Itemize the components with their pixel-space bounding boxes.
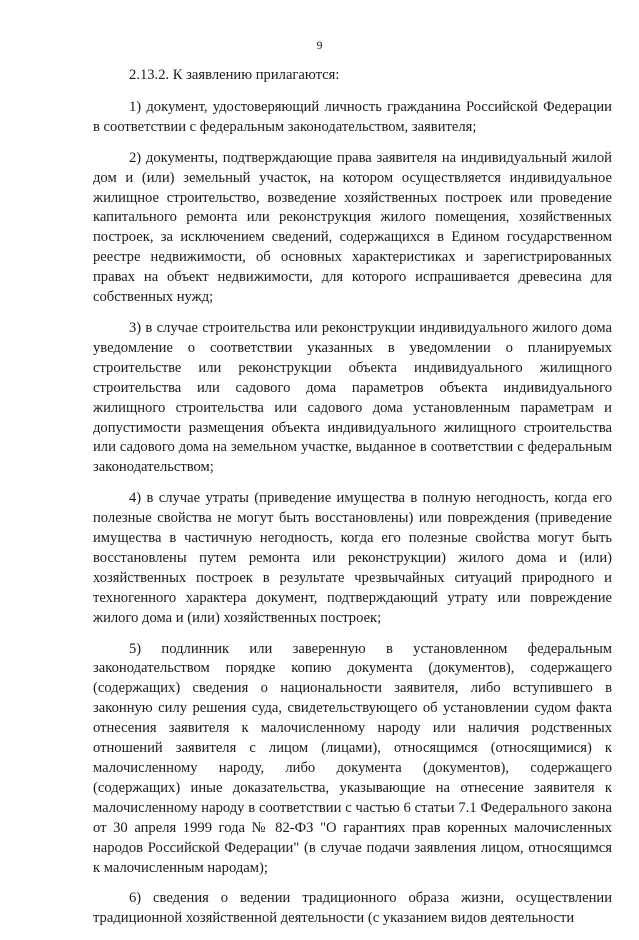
list-item-5: 5) подлинник или заверенную в установленном федеральным законодательством порядке копию документа (документов), содержащего (содержащих) сведения о национальности заявителя, либо вступившего в законную силу решения суда, свидетельствующего об установлении судом факта отнесения заявителя к малочисленному народу или наличия родственных отношений заявителя с лицом (лицами), относящимся (относящимися) к малочисленному народу, либо документа (документов), содержащего (содержащих) иные доказательства, указывающие на отнесение заявителя к малочисленному народу в соответствии с частью 6 статьи 7.1 Федерального закона от 30 апреля 1999 года № 82-ФЗ "О гарантиях прав коренных малочисленных народов Российской Федерации" (в случае подачи заявления лицом, относящимся к малочисленным народам); bbox=[93, 640, 612, 876]
list-item-2: 2) документы, подтверждающие права заявителя на индивидуальный жилой дом и (или) земельный участок, на котором осуществляется индивидуальное жилищное строительство, возведение хозяйственных построек или проведение капитального ремонта или реконструкция жилого помещения, хозяйственных построек, за исключением сведений, содержащихся в Едином государственном реестре недвижимости, об основных характеристиках и зарегистрированных правах на объект недвижимости, для которого испрашивается древесина для собственных нужд; bbox=[93, 149, 612, 306]
list-item-4: 4) в случае утраты (приведение имущества в полную негодность, когда его полезные свойства не могут быть восстановлены) или повреждения (приведение имущества в частичную негодность, когда его полезные свойства могут быть восстановлены путем ремонта или реконструкции) жилого дома и (или) хозяйственных построек в результате чрезвычайных ситуаций природного и техногенного характера документ, подтверждающий утрату или повреждение жилого дома и (или) хозяйственных построек; bbox=[93, 490, 612, 626]
document-body bbox=[93, 66, 612, 940]
list-item-6: 6) сведения о ведении традиционного образа жизни, осуществлении традиционной хозяйственной деятельности (с указанием видов деятельности bbox=[93, 890, 612, 927]
section-heading: 2.13.2. К заявлению прилагаются: bbox=[129, 67, 340, 83]
list-item-1: 1) документ, удостоверяющий личность гражданина Российской Федерации в соответствии с федеральным законодательством, заявителя; bbox=[93, 98, 612, 135]
list-item-3: 3) в случае строительства или реконструкции индивидуального жилого дома уведомление о соответствии указанных в уведомлении о планируемых строительстве или реконструкции объекта индивидуального жилищного строительства или садового дома параметров объекта индивидуального жилищного строительства или садового дома установленным параметрам и допустимости размещения объекта индивидуального жилищного строительства или садового дома на земельном участке, выданное в соответствии с федеральным законодательством; bbox=[93, 319, 612, 476]
page-number: 9 bbox=[316, 38, 323, 52]
